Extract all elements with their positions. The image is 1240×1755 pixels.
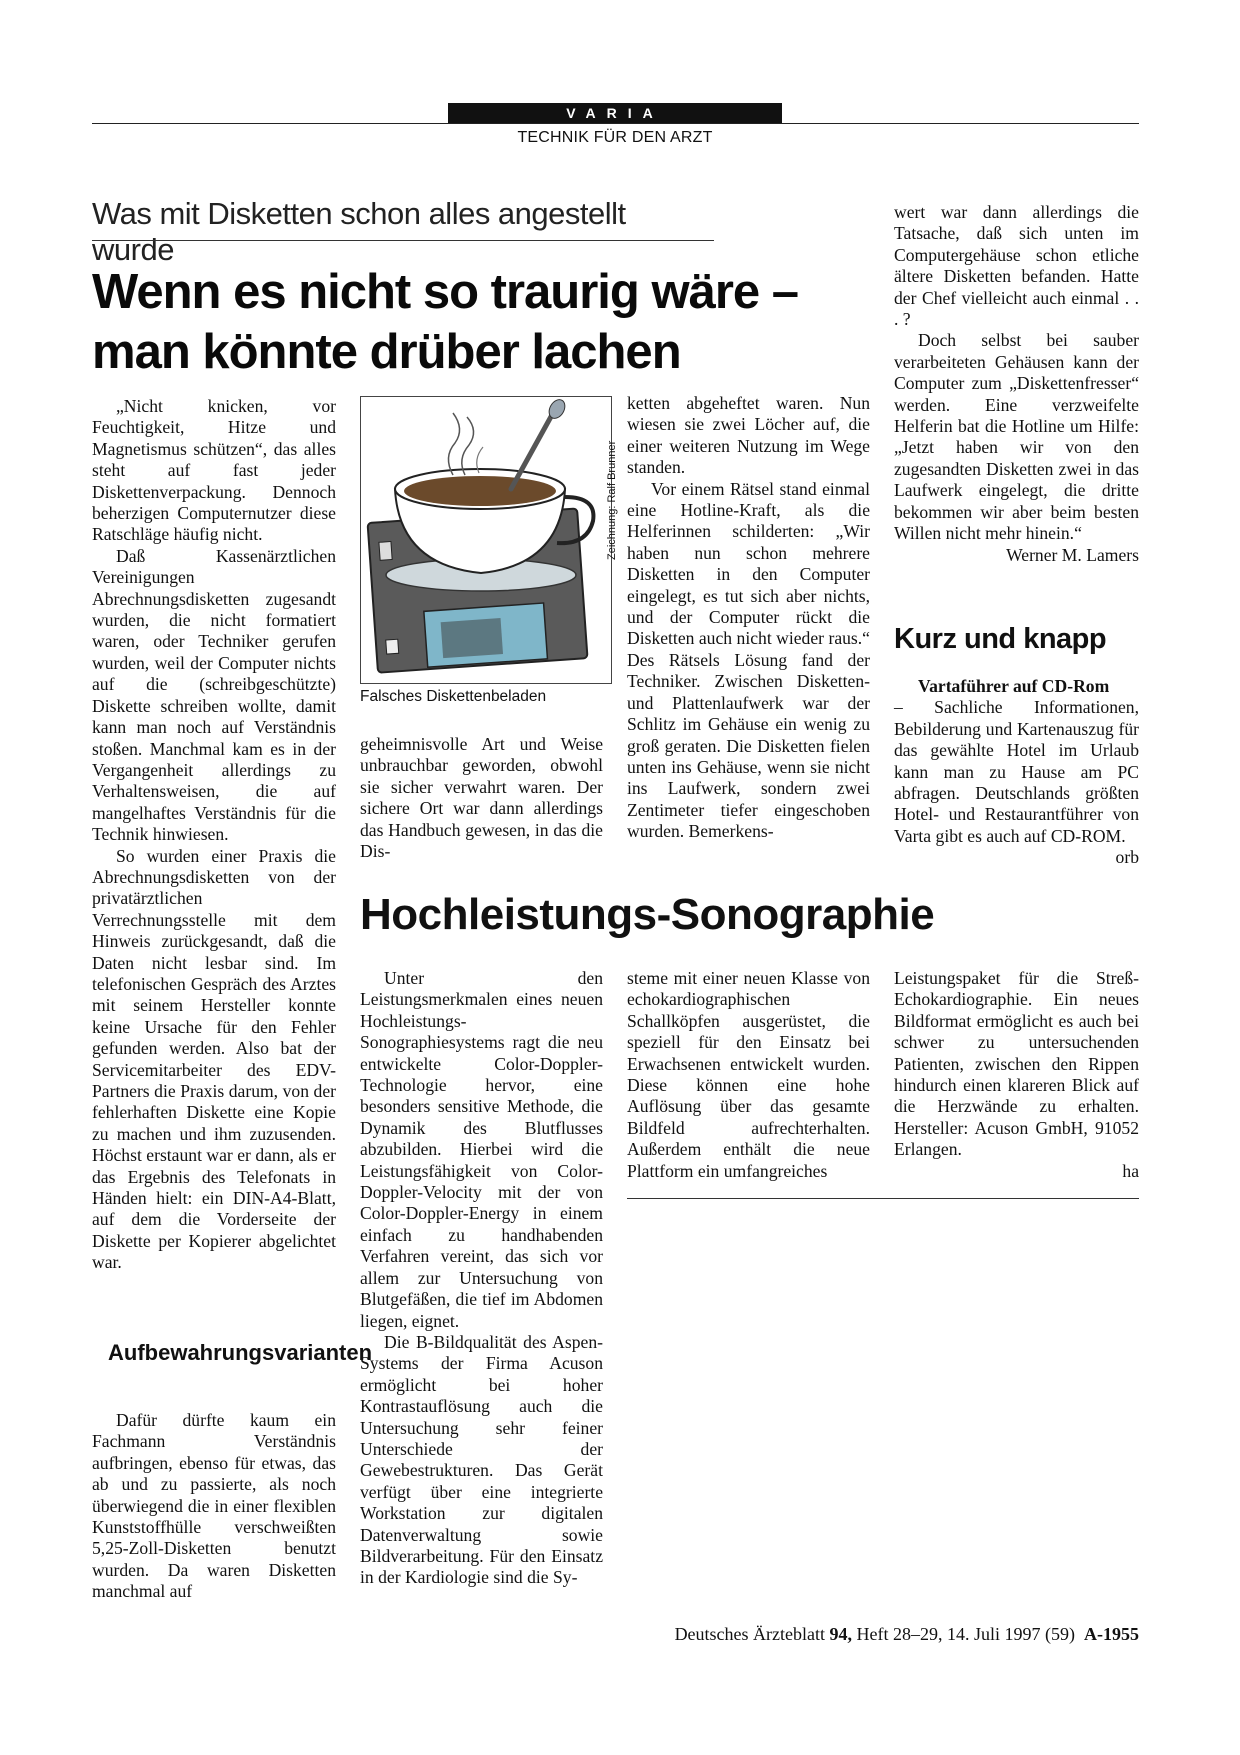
article1-column-1-continued: [92, 1410, 336, 1603]
coffee-cup-on-diskette-icon: [361, 397, 611, 683]
page-footer: [600, 1624, 1139, 1645]
article1-column-1: [92, 396, 336, 1274]
paragraph: Dafür dürfte kaum ein Fachmann Verständnis aufbringen, ebenso für etwas, das ab und zu passierte, als noch überwiegend die in einer flexiblen Kunststoffhülle verschweißten 5,25-Zoll-Disketten benutzt wurden. Da waren Disketten manchmal auf: [92, 1410, 336, 1602]
paragraph: Daß Kassenärztlichen Vereinigungen Abrechnungsdisketten zugesandt wurden, die nicht formatiert waren, oder Techniker gerufen wurden, weil der Computer nichts auf die (schreibgeschützte) Diskette schreiben wollte, damit kann man noch auf Verständnis stoßen. Manchmal kam es in der Vergangenheit allerdings zu Verhaltensweisen, die auf mangelhaftes Verständnis für die Technik hinwiesen.: [92, 545, 336, 845]
paragraph: ketten abgeheftet waren. Nun wiesen sie zwei Löcher auf, die einer weiteren Nutzung im Wege standen.: [627, 393, 870, 478]
article2-column-2: [627, 968, 870, 1182]
article2-column-3: [894, 968, 1139, 1182]
article1-column-4: [894, 202, 1139, 566]
paragraph: Vor einem Rätsel stand einmal eine Hotline-Kraft, als die Helferinnen schilderten: „Wir haben nun schon mehrere Disketten in den Computer eingelegt, es tut sich aber nichts, und der Computer rückt die Disketten auch nicht wieder raus.“ Des Rätsels Lösung fand der Techniker. Zwischen Disketten- und Plattenlaufwerk war der Schlitz im Gehäuse ein wenig zu groß geraten. Die Disketten fielen unten ins Gehäuse, wenn sie nicht ins Laufwerk, sondern zwei Zentimeter tiefer eingeschoben wurden. Bemerkens-: [627, 478, 870, 842]
article2-column-1: [360, 968, 603, 1589]
journal-name: Deutsches Ärzteblatt: [674, 1624, 826, 1644]
article-kicker: Was mit Disketten schon alles angestellt wurde: [92, 196, 626, 267]
author-signature: orb: [1115, 847, 1139, 868]
paragraph: Leistungspaket für die Streß-Echokardiographie. Ein neues Bildformat ermöglicht es auch bei schwer zu untersuchenden Patienten, zwischen den Rippen hindurch einen klareren Blick auf die Herzwände zu erhalten. Hersteller: Acuson GmbH, 91052 Erlangen.: [894, 968, 1139, 1160]
subsection-label: TECHNIK FÜR DEN ARZT: [517, 129, 713, 146]
paragraph: So wurden einer Praxis die Abrechnungsdisketten von der privatärztlichen Verrechnungsstelle mit dem Hinweis zurückgesandt, daß die Daten nicht lesbar sind. Im telefonischen Gespräch des Arztes mit seinem Hersteller konnte keine Ursache für den Fehler gefunden werden. Also bat der Servicemitarbeiter des EDV-Partners die Praxis darum, von der fehlerhaften Diskette eine Kopie zu machen und ihm zuzusenden. Höchst erstaunt war er dann, als er das Ergebnis des Telefonats in Händen hielt: ein DIN-A4-Blatt, auf dem die Vorderseite der Diskette per Kopierer abgelichtet war.: [92, 845, 336, 1273]
header-rule: [92, 123, 1139, 124]
article-end-rule: [627, 1198, 1139, 1199]
figure-caption: Falsches Diskettenbeladen: [360, 688, 547, 705]
section-label: VARIA: [448, 103, 782, 123]
subheading: Aufbewahrungsvarianten: [108, 1340, 373, 1365]
cartoon-figure: [360, 396, 612, 684]
author-signature: ha: [1122, 1160, 1139, 1181]
kicker-rule: [92, 240, 714, 241]
paragraph: Die B-Bildqualität des Aspen-Systems der Firma Acuson ermöglicht bei hoher Kontrastauflösung auch die Untersuchung sehr feiner Unterschiede der Gewebestrukturen. Das Gerät verfügt über eine integrierte Workstation zur digitalen Datenverwaltung sowie Bildverarbeitung. Für den Einsatz in der Kardiologie sind die Sy-: [360, 1331, 603, 1588]
volume: 94,: [829, 1624, 853, 1644]
paragraph: „Nicht knicken, vor Feuchtigkeit, Hitze und Magnetismus schützen“, das alles steht auf fast jeder Diskettenverpackung. Dennoch beherzigen Computernutzer diese Ratschläge häufig nicht.: [92, 396, 336, 545]
short-news-lead: Vartaführer auf CD-Rom: [918, 676, 1110, 696]
headline-line-2: man könnte drüber lachen: [92, 325, 681, 379]
paragraph: steme mit einer neuen Klasse von echokardiographischen Schallköpfen ausgerüstet, die speziell für den Einsatz bei Erwachsenen entwickelt wurden. Diese können eine hohe Auflösung über das gesamte Bildfeld aufrechterhalten. Außerdem enthält die neue Plattform ein umfangreiches: [627, 968, 870, 1181]
paragraph: geheimnisvolle Art und Weise unbrauchbar geworden, obwohl sie sicher verwahrt waren. Der sichere Ort war dann allerdings das Handbuch gewesen, in das die Dis-: [360, 734, 603, 862]
short-news-body: [894, 676, 1139, 869]
paragraph: Doch selbst bei sauber verarbeiteten Gehäusen kann der Computer zum „Diskettenfresser“ werden. Eine verzweifelte Helferin bat die Hotline um Hilfe: „Jetzt haben wir von den zugesandten Disketten zwei in das Laufwerk eingelegt, die dritte bekommen wir aber beim besten Willen nicht mehr hinein.“: [894, 330, 1139, 544]
article1-column-3: [627, 393, 870, 843]
author-signature: Werner M. Lamers: [1006, 544, 1139, 565]
article1-column-2: [360, 734, 603, 862]
article2-headline: Hochleistungs-Sonographie: [360, 890, 935, 939]
paragraph: wert war dann allerdings die Tatsache, daß sich unten im Computergehäuse schon etliche ältere Disketten befanden. Hatte der Chef vielleicht auch einmal . . . ?: [894, 202, 1139, 330]
headline-line-1: Wenn es nicht so traurig wäre –: [92, 265, 799, 319]
page-number: A-1955: [1084, 1624, 1139, 1644]
paragraph: – Sachliche Informationen, Bebilderung und Kartenauszug für das gewählte Hotel im Urlaub kann man zu Hause am PC abfragen. Deutschlands größten Hotel- und Restaurantführer von Varta gibt es auch auf CD-ROM.: [894, 697, 1139, 846]
article-headline: [92, 262, 892, 382]
issue-info: Heft 28–29, 14. Juli 1997 (59): [856, 1624, 1075, 1644]
paragraph: Unter den Leistungsmerkmalen eines neuen Hochleistungs-Sonographiesystems ragt die neu entwickelte Color-Doppler-Technologie hervor, eine besonders sensitive Methode, die Dynamik des Blutflusses abzubilden. Hierbei wird die Leistungsfähigkeit von Color-Doppler-Velocity mit der von Color-Doppler-Energy in einem einfach zu handhabenden Verfahren vereint, das sich vor allem zur Untersuchung von Blutgefäßen, die tief im Abdomen liegen, eignet.: [360, 968, 603, 1331]
short-news-heading: Kurz und knapp: [894, 623, 1107, 655]
figure-credit: Zeichnung: Ralf Brunner: [606, 440, 618, 560]
